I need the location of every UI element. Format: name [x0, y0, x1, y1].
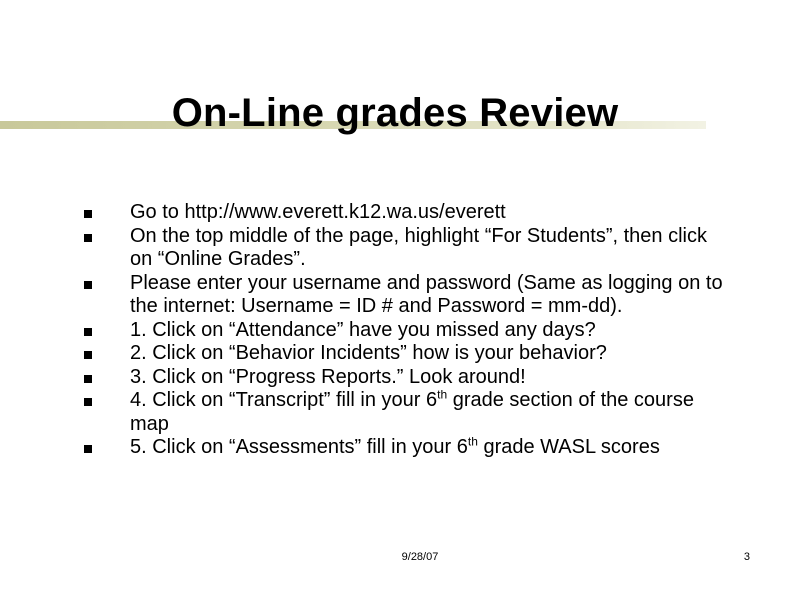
list-item — [84, 436, 724, 460]
slide-title: On-Line grades Review — [171, 91, 619, 135]
bullet-list — [84, 201, 724, 460]
bullet-text: Go to http://www.everett.k12.wa.us/everett — [130, 201, 506, 223]
bullet-text-after: grade section of the course map — [130, 389, 694, 435]
square-bullet-icon — [84, 210, 92, 218]
bullet-text-before: 5. Click on “Assessments” fill in your 6 — [130, 436, 468, 458]
list-item — [84, 272, 724, 319]
list-item — [84, 342, 724, 366]
ordinal-superscript: th — [437, 387, 448, 402]
list-item — [84, 389, 724, 436]
bullet-text: 3. Click on “Progress Reports.” Look around! — [130, 365, 526, 388]
square-bullet-icon — [84, 351, 92, 359]
page-number: 3 — [743, 551, 750, 563]
square-bullet-icon — [84, 234, 92, 242]
square-bullet-icon — [84, 445, 92, 453]
square-bullet-icon — [84, 328, 92, 336]
square-bullet-icon — [84, 398, 92, 406]
footer-date: 9/28/07 — [401, 551, 439, 563]
list-item — [84, 201, 724, 225]
bullet-text: Please enter your username and password (Same as logging on to the internet: Username = ID # and Password = mm-dd). — [130, 271, 723, 317]
bullet-text-after: grade WASL scores — [477, 436, 660, 458]
list-item — [84, 225, 724, 272]
bullet-text-before: 4. Click on “Transcript” fill in your 6 — [130, 389, 438, 411]
ordinal-superscript: th — [467, 434, 478, 449]
bullet-text: 1. Click on “Attendance” have you missed any days? — [130, 318, 596, 341]
list-item — [84, 319, 724, 343]
bullet-text: 2. Click on “Behavior Incidents” how is your behavior? — [130, 342, 607, 364]
list-item — [84, 366, 724, 390]
square-bullet-icon — [84, 281, 92, 289]
square-bullet-icon — [84, 375, 92, 383]
bullet-text: On the top middle of the page, highlight “For Students”, then click on “Online Grades”. — [130, 224, 707, 270]
